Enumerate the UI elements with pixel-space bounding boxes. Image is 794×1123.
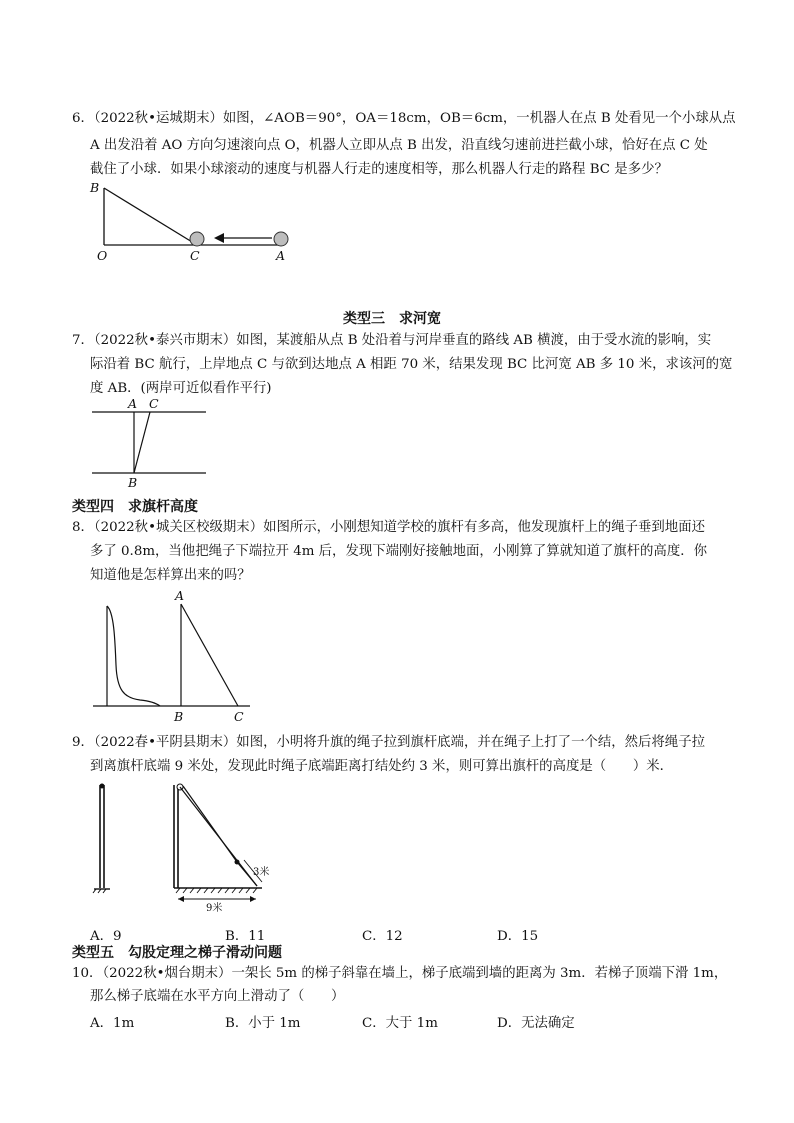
q8-label-A: A	[175, 588, 185, 603]
q9-line-1: 9．（2022春•平阴县期末）如图，小明将升旗的绳子拉到旗杆底端，并在绳子上打了一个结，然后将绳子拉	[72, 735, 705, 750]
q9-line-2: 到离旗杆底端 9 米处，发现此时绳子底端距离打结处约 3 米，则可算出旗杆的高度是（ ）米．	[90, 759, 674, 774]
q9-ground-hatch	[176, 888, 257, 893]
q6-line-3: 截住了小球．如果小球滚动的速度与机器人行走的速度相等，那么机器人行走的路程 BC 是多少？	[90, 162, 668, 177]
q10-line-1: 10．（2022秋•烟台期末）一架长 5m 的梯子斜靠在墙上，梯子底端到墙的距离为 3m．若梯子顶端下滑 1m，	[72, 966, 728, 981]
q10-option-c: C．大于 1m	[362, 1016, 438, 1031]
q7-line-2: 际沿着 BC 航行，上岸地点 C 与欲到达地点 A 相距 70 米，结果发现 BC 比河宽 AB 多 10 米，求该河的宽	[90, 357, 733, 372]
q6-line-1: 6．（2022秋•运城期末）如图，∠AOB＝90°，OA＝18cm，OB＝6cm，一机器人在点 B 处看见一个小球从点	[72, 111, 736, 126]
type4-heading: 类型四 求旗杆高度	[72, 499, 198, 515]
q7-label-A: A	[128, 396, 138, 411]
q7-line-1: 7．（2022秋•泰兴市期末）如图，某渡船从点 B 处沿着与河岸垂直的路线 AB 横渡，由于受水流的影响，实	[72, 333, 712, 348]
q6-line-2: A 出发沿着 AO 方向匀速滚向点 O，机器人立即从点 B 出发，沿直线匀速前进拦截小球，恰好在点 C 处	[90, 138, 708, 153]
q8-line-3: 知道他是怎样算出来的吗？	[90, 568, 251, 583]
q10-option-b: B．小于 1m	[225, 1016, 301, 1031]
q10-option-d: D．无法确定	[497, 1016, 575, 1031]
q9-label-9m: 9米	[206, 903, 223, 914]
q7-label-B: B	[128, 475, 138, 490]
q9-dim-9m-arrow-right	[250, 896, 256, 902]
q9-knot	[235, 860, 240, 865]
q8-line-1: 8．（2022秋•城关区校级期末）如图所示，小刚想知道学校的旗杆有多高，他发现旗杆上的绳子垂到地面还	[72, 520, 705, 535]
q9-left-pole-top	[100, 784, 105, 789]
q9-option-c: C．12	[362, 929, 403, 944]
q10-option-a: A．1m	[90, 1016, 135, 1031]
q9-option-a: A．9	[90, 929, 122, 944]
q9-dim-9m-arrow-left	[178, 896, 184, 902]
q10-line-2: 那么梯子底端在水平方向上滑动了（ ）	[90, 989, 345, 1004]
q8-label-C: C	[234, 709, 244, 724]
q6-label-B: B	[90, 180, 100, 195]
type5-heading: 类型五 勾股定理之梯子滑动问题	[72, 945, 282, 961]
q6-label-O: O	[97, 248, 108, 263]
q9-option-b: B．11	[225, 929, 266, 944]
q9-label-3m: 3米	[253, 867, 270, 878]
q7-label-C: C	[149, 396, 159, 411]
q7-line-3: 度 AB．(两岸可近似看作平行)	[90, 381, 272, 396]
q8-line-2: 多了 0.8m，当他把绳子下端拉开 4m 后，发现下端刚好接触地面，小刚算了算就知道了旗杆的高度．你	[90, 544, 707, 559]
q6-label-C: C	[190, 248, 200, 263]
q6-label-A: A	[276, 248, 286, 263]
q9-rope-2	[183, 786, 237, 862]
q8-label-B: B	[174, 709, 184, 724]
q9-option-d: D．15	[497, 929, 539, 944]
type3-heading: 类型三 求河宽	[343, 311, 441, 327]
